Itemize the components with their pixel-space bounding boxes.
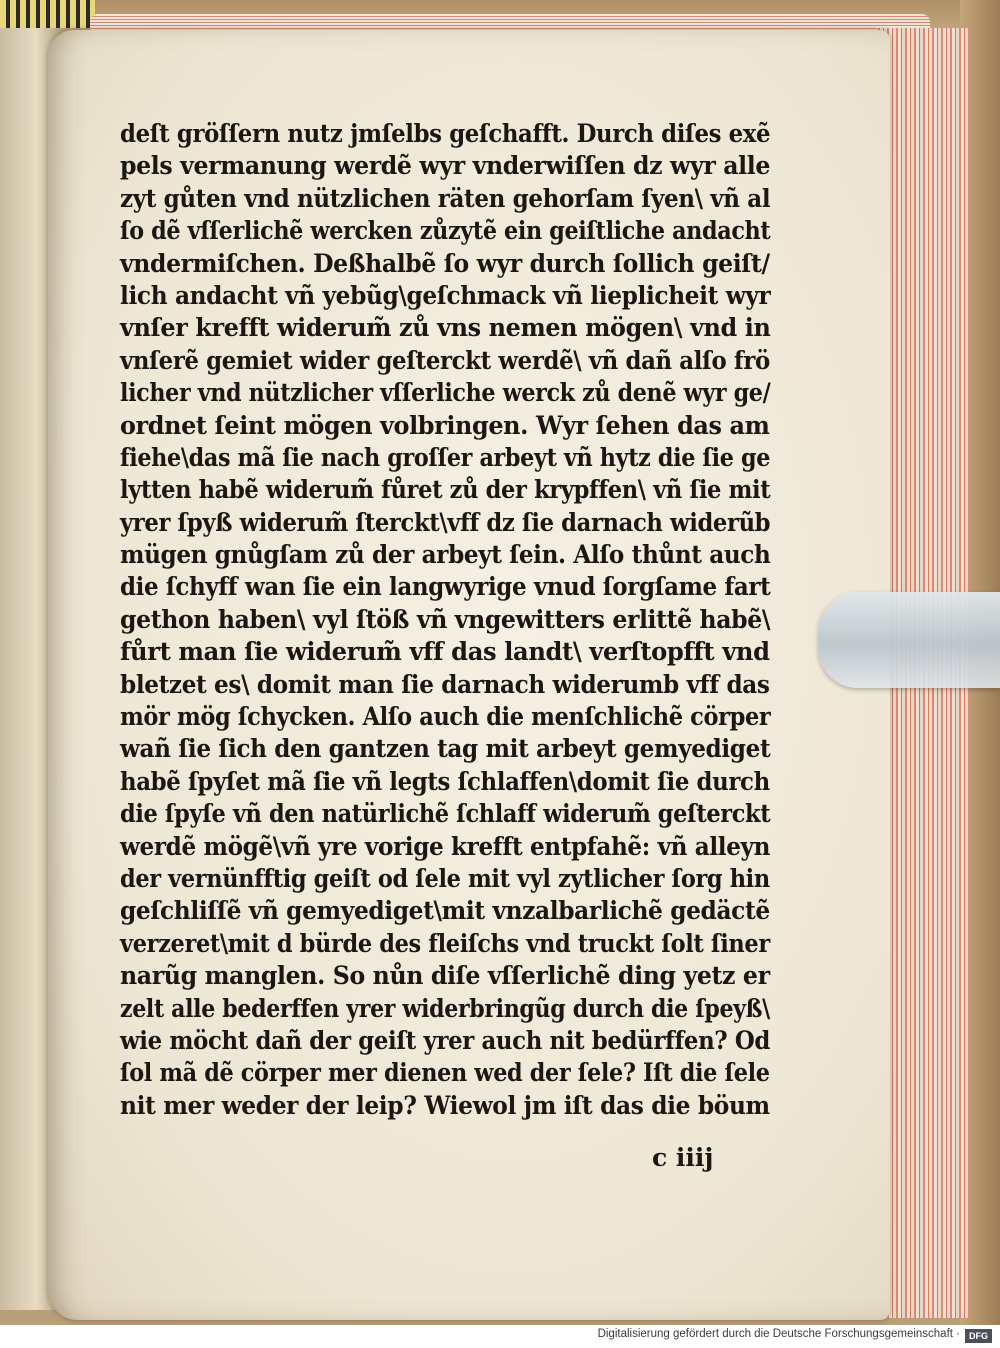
text-line: lytten habẽ widerum̃ fůret zů der krypffen\ vñ ſie mit <box>120 475 771 505</box>
text-line: die ſchyff wan ſie ein langwyrige vnud ſorgſame fart <box>120 572 771 602</box>
text-line: mör mög ſchycken. Alſo auch die menſchlichẽ cörper <box>120 702 771 732</box>
text-line: vnſerẽ gemiet wider geſterckt werdẽ\ vñ dañ alſo frö <box>120 345 770 375</box>
page-text-block <box>120 118 770 1122</box>
funding-credit: Digitalisierung gefördert durch die Deutsche Forschungsgemeinschaft · <box>597 1328 960 1340</box>
signature-mark: c iiij <box>652 1143 714 1172</box>
text-line: bletzet es\ domit man ſie darnach widerumb vff das <box>120 669 770 699</box>
text-line: ſol mã dẽ cörper mer dienen wed der ſele? Iſt die ſele <box>120 1058 770 1088</box>
text-line: vnſer krefft widerum̃ zů vns nemen mögen\ vnd in <box>120 313 771 343</box>
page-holder-clip <box>818 592 1000 688</box>
text-line: ordnet ſeint mögen volbringen. Wyr ſehen das am <box>120 410 770 440</box>
text-line: die ſpyſe vñ den natürlichẽ ſchlaff widerum̃ geſterckt <box>120 799 771 829</box>
text-line: licher vnd nützlicher vſſerliche werck zů denẽ wyr ge/ <box>120 378 771 408</box>
text-line: fůrt man ſie widerum̃ vff das landt\ verſtopfft vnd <box>120 637 770 667</box>
footer-bar <box>0 1325 1000 1348</box>
text-line: narũg manglen. So nůn diſe vſſerlichẽ ding yetz er <box>120 961 770 991</box>
text-line: pels vermanung werdẽ wyr vnderwiſſen dz wyr alle <box>120 151 771 181</box>
text-line: deſt gröſſern nutz jmſelbs geſchafft. Durch diſes exẽ <box>120 119 771 148</box>
text-line: wie möcht dañ der geiſt yrer auch nit bedürffen? Od <box>120 1025 771 1055</box>
text-line: yrer ſpyß widerum̃ ſterckt\vff dz ſie darnach widerũb <box>120 507 771 537</box>
text-line: habẽ ſpyſet mã ſie vñ legts ſchlaffen\domit ſie durch <box>120 766 770 796</box>
text-line: lich andacht vñ yebũg\geſchmack vñ lieplicheit wyr <box>120 280 771 310</box>
bookmark-ribbon <box>0 0 95 28</box>
text-line: der vernünfftig geiſt od ſele mit vyl zytlicher ſorg hin <box>120 863 770 893</box>
dfg-logo-icon: DFG <box>965 1329 992 1343</box>
text-line: verzeret\mit d bürde des fleiſchs vnd truckt ſolt ſiner <box>120 928 770 958</box>
text-line: ſo dẽ vſſerlichẽ wercken zůzytẽ ein geiſtliche andacht <box>120 216 771 246</box>
text-line: wañ ſie ſich den gantzen tag mit arbeyt gemyediget <box>120 734 771 764</box>
text-line: zyt gůten vnd nützlichen räten gehorſam ſyen\ vñ al <box>120 183 771 213</box>
text-line: fiehe\das mã ſie nach groſſer arbeyt vñ hytz die ſie ge <box>120 442 771 472</box>
text-line: mügen gnůgſam zů der arbeyt ſein. Alſo thůnt auch <box>120 540 771 570</box>
text-line: geſchliſſẽ vñ gemyediget\mit vnzalbarlichẽ gedäctẽ <box>120 896 770 926</box>
text-line: vndermiſchen. Deßhalbẽ ſo wyr durch ſollich geiſt/ <box>120 248 770 278</box>
text-line: nit mer weder der leip? Wiewol jm iſt das die böum <box>120 1090 770 1120</box>
text-line: werdẽ mögẽ\vñ yre vorige krefft entpfahẽ: vñ alleyn <box>120 831 771 861</box>
text-line: gethon haben\ vyl ſtöß vñ vngewitters erlittẽ habẽ\ <box>120 604 771 634</box>
text-line: zelt alle bederffen yrer widerbringũg durch die ſpeyß\ <box>120 993 770 1023</box>
